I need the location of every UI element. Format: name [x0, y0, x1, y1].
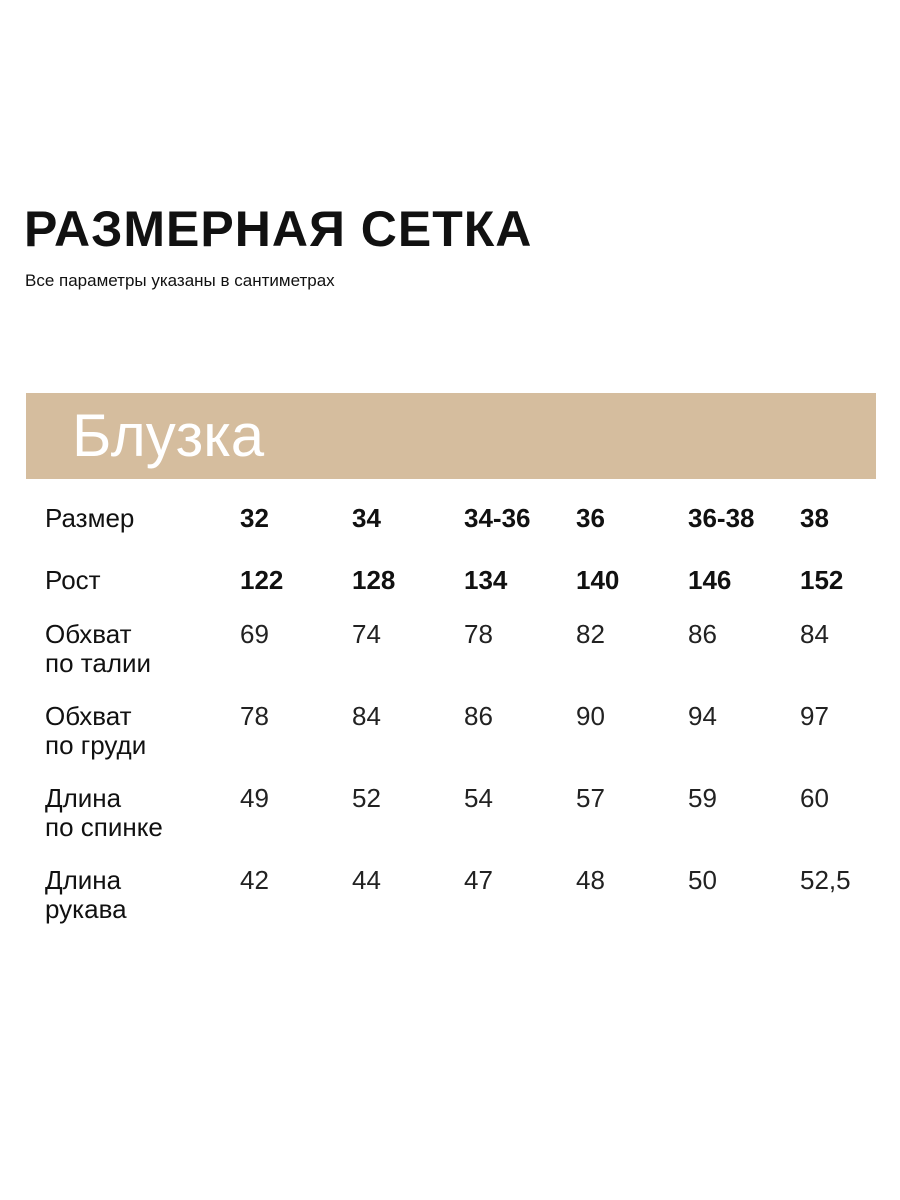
row-label-line: по груди — [45, 730, 147, 760]
row-label-line: по спинке — [45, 812, 163, 842]
row-label-line: по талии — [45, 648, 152, 678]
table-cell: 86 — [464, 701, 493, 731]
table-cell: 74 — [352, 619, 381, 649]
table-cell: 86 — [688, 619, 717, 649]
table-row-chest — [40, 702, 900, 784]
row-label-line: рукава — [45, 894, 127, 924]
table-cell: 134 — [464, 565, 508, 595]
table-cell: 84 — [352, 701, 381, 731]
table-cell: 34-36 — [464, 503, 531, 533]
table-cell: 78 — [464, 619, 493, 649]
row-label — [40, 496, 240, 558]
table-cell: 38 — [800, 503, 829, 533]
table-cell: 52 — [352, 783, 381, 813]
product-name: Блузка — [72, 402, 265, 469]
row-label-line: Рост — [45, 565, 101, 595]
page-title: РАЗМЕРНАЯ СЕТКА — [24, 201, 533, 257]
table-cell: 57 — [576, 783, 605, 813]
table-cell: 128 — [352, 565, 396, 595]
table-cell: 50 — [688, 865, 717, 895]
product-banner — [26, 393, 876, 479]
row-label — [40, 558, 240, 620]
table-cell: 140 — [576, 565, 620, 595]
row-label — [40, 702, 240, 784]
table-cell: 59 — [688, 783, 717, 813]
table-cell: 152 — [800, 565, 844, 595]
row-label — [40, 784, 240, 866]
table-cell: 42 — [240, 865, 269, 895]
row-label-line: Длина — [45, 865, 122, 895]
table-cell: 48 — [576, 865, 605, 895]
table-row-height — [40, 558, 900, 620]
table-cell: 52,5 — [800, 865, 851, 895]
table-cell: 90 — [576, 701, 605, 731]
table-row-waist — [40, 620, 900, 702]
table-cell: 84 — [800, 619, 829, 649]
row-label — [40, 620, 240, 702]
table-cell: 44 — [352, 865, 381, 895]
row-label-line: Обхват — [45, 619, 132, 649]
table-cell: 78 — [240, 701, 269, 731]
table-cell: 49 — [240, 783, 269, 813]
table-cell: 82 — [576, 619, 605, 649]
table-cell: 54 — [464, 783, 493, 813]
row-label-line: Обхват — [45, 701, 132, 731]
table-cell: 97 — [800, 701, 829, 731]
table-cell: 69 — [240, 619, 269, 649]
table-cell: 94 — [688, 701, 717, 731]
table-row-size — [40, 496, 900, 558]
table-row-back-length — [40, 784, 900, 866]
row-label — [40, 866, 240, 948]
row-label-line: Длина — [45, 783, 122, 813]
size-table — [40, 496, 900, 948]
table-row-sleeve-length — [40, 866, 900, 948]
table-cell: 32 — [240, 503, 269, 533]
table-cell: 60 — [800, 783, 829, 813]
table-cell: 146 — [688, 565, 732, 595]
table-cell: 47 — [464, 865, 493, 895]
page-subtitle: Все параметры указаны в сантиметрах — [25, 271, 335, 290]
table-cell: 36 — [576, 503, 605, 533]
row-label-line: Размер — [45, 503, 135, 533]
table-cell: 36-38 — [688, 503, 755, 533]
table-cell: 122 — [240, 565, 284, 595]
table-cell: 34 — [352, 503, 381, 533]
